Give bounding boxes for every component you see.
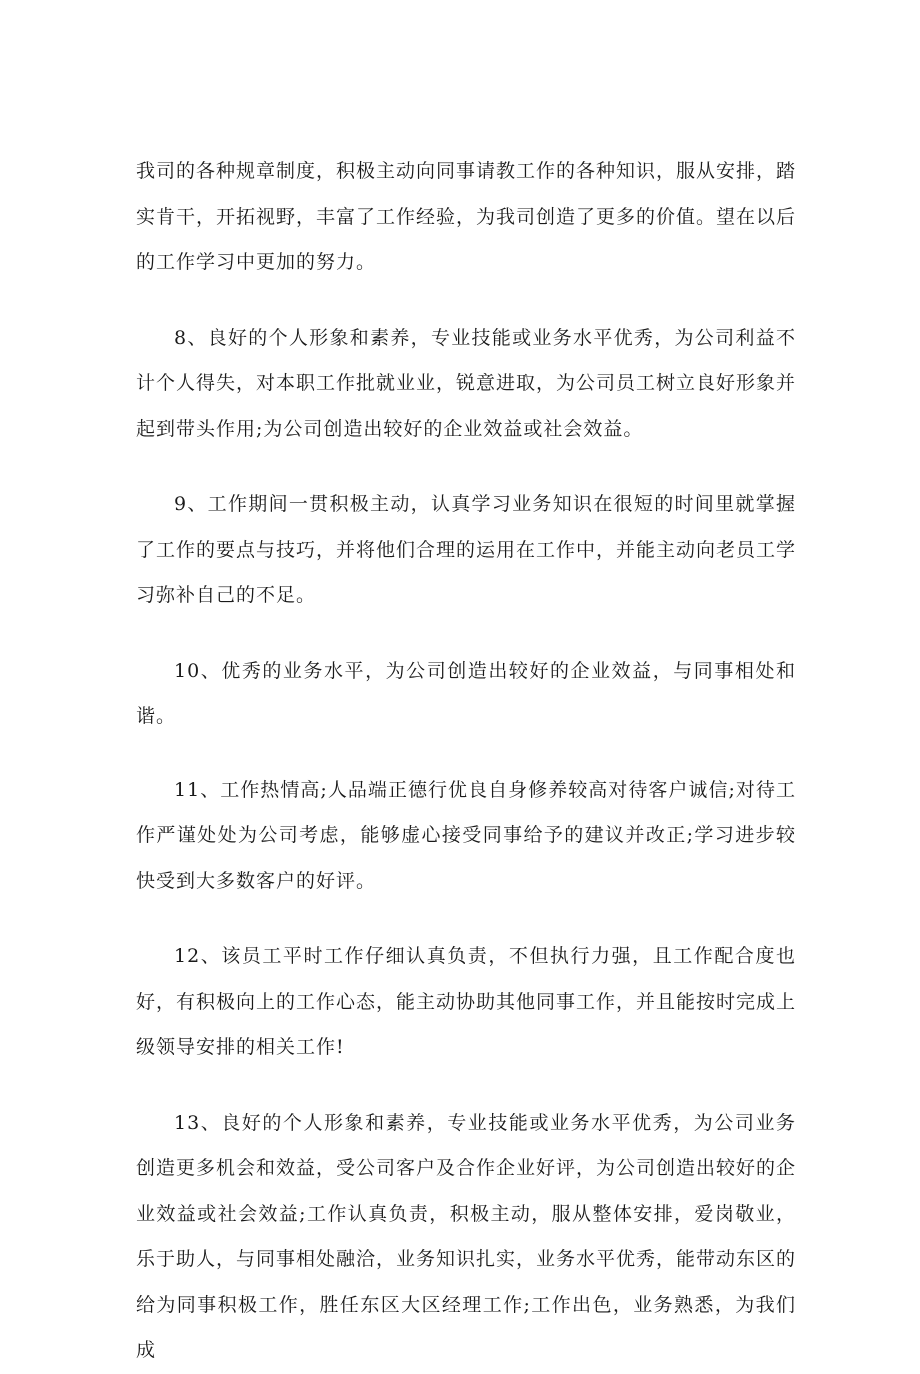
paragraph-item-11: 11、工作热情高;人品端正德行优良自身修养较高对待客户诚信;对待工作严谨处处为公司考虑，能够虚心接受同事给予的建议并改正;学习进步较快受到大多数客户的好评。 [136, 778, 796, 892]
paragraph-item-8: 8、良好的个人形象和素养，专业技能或业务水平优秀，为公司利益不计个人得失，对本职工作批就业业，锐意进取，为公司员工树立良好形象并起到带头作用;为公司创造出较好的企业效益或社会效益。 [136, 326, 797, 440]
document-body [136, 149, 796, 1374]
paragraph-item-13: 13、良好的个人形象和素养，专业技能或业务水平优秀，为公司业务创造更多机会和效益，受公司客户及合作企业好评，为公司创造出较好的企业效益或社会效益;工作认真负责，积极主动，服从整体安排，爱岗敬业，乐于助人，与同事相处融洽，业务知识扎实，业务水平优秀，能带动东区的给为同事积极工作，胜任东区大区经理工作;工作出色，业务熟悉，为我们成 [136, 1111, 797, 1361]
paragraph-item-12: 12、该员工平时工作仔细认真负责，不但执行力强，且工作配合度也好，有积极向上的工作心态，能主动协助其他同事工作，并且能按时完成上级领导安排的相关工作! [136, 945, 797, 1058]
paragraph-item-9: 9、工作期间一贯积极主动，认真学习业务知识在很短的时间里就掌握了工作的要点与技巧，并将他们合理的运用在工作中，并能主动向老员工学习弥补自己的不足。 [136, 493, 797, 606]
paragraph-continuation: 我司的各种规章制度，积极主动向同事请教工作的各种知识，服从安排，踏实肯干，开拓视野，丰富了工作经验，为我司创造了更多的价值。望在以后的工作学习中更加的努力。 [136, 160, 797, 273]
paragraph-item-10: 10、优秀的业务水平，为公司创造出较好的企业效益，与同事相处和谐。 [136, 659, 796, 727]
